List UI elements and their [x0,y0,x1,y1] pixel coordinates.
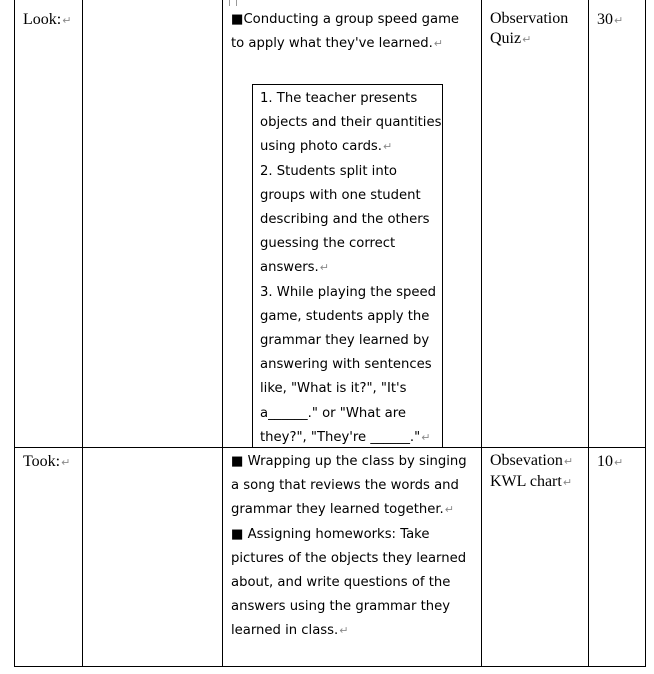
table-col-divider [82,0,83,667]
procedure-line: like, "What is it?", "It's [260,381,407,397]
activity-line: pictures of the objects they learned [231,550,467,566]
activity-line: learned in class.↵ [231,623,349,639]
procedure-line: 2. Students split into [260,163,397,179]
time-cell: 30↵ [597,11,624,28]
procedure-line: answering with sentences [260,357,432,373]
stage-cell: Took:↵ [23,453,71,470]
ruler-mark [229,0,230,6]
procedure-line: objects and their quantities [260,115,442,131]
procedure-line: using photo cards.↵ [260,139,393,155]
table-border-left [14,0,15,667]
table-col-divider [481,0,482,667]
table-row-divider [14,447,646,448]
procedure-box [252,84,443,447]
stage-cell: Look:↵ [23,11,72,28]
ruler-mark [236,0,237,6]
activity-cell [231,450,479,644]
table-border-bottom [14,666,646,667]
procedure-line: 1. The teacher presents [260,91,418,106]
table-col-divider [222,0,223,667]
activity-line: ■ Assigning homeworks: Take [231,526,430,542]
activity-line: a song that reviews the words and [231,478,459,494]
time-cell: 10↵ [597,453,624,470]
procedure-text [260,87,441,447]
assessment-cell: Observation Quiz↵ [490,10,569,47]
activity-line: to apply what they've learned.↵ [231,36,443,52]
activity-line: ■Conducting a group speed game [231,12,460,27]
activity-line: grammar they learned together.↵ [231,502,454,518]
activity-line: ■ Wrapping up the class by singing [231,454,467,469]
activity-line: answers using the grammar they [231,599,451,615]
procedure-line: game, students apply the [260,308,430,324]
procedure-line: answers.↵ [260,260,329,276]
procedure-line: grammar they learned by [260,333,430,349]
procedure-line: they?", "They're ______."↵ [260,429,431,445]
procedure-line: 3. While playing the speed [260,284,436,300]
activity-cell [231,8,479,56]
table-col-divider [588,0,589,667]
procedure-line: describing and the others [260,212,430,228]
table-border-right [645,0,646,667]
procedure-line: groups with one student [260,187,421,203]
procedure-line: guessing the correct [260,236,396,252]
activity-line: about, and write questions of the [231,575,451,591]
assessment-cell: Obsevation↵ KWL chart↵ [490,452,574,490]
procedure-line: a______." or "What are [260,405,407,421]
